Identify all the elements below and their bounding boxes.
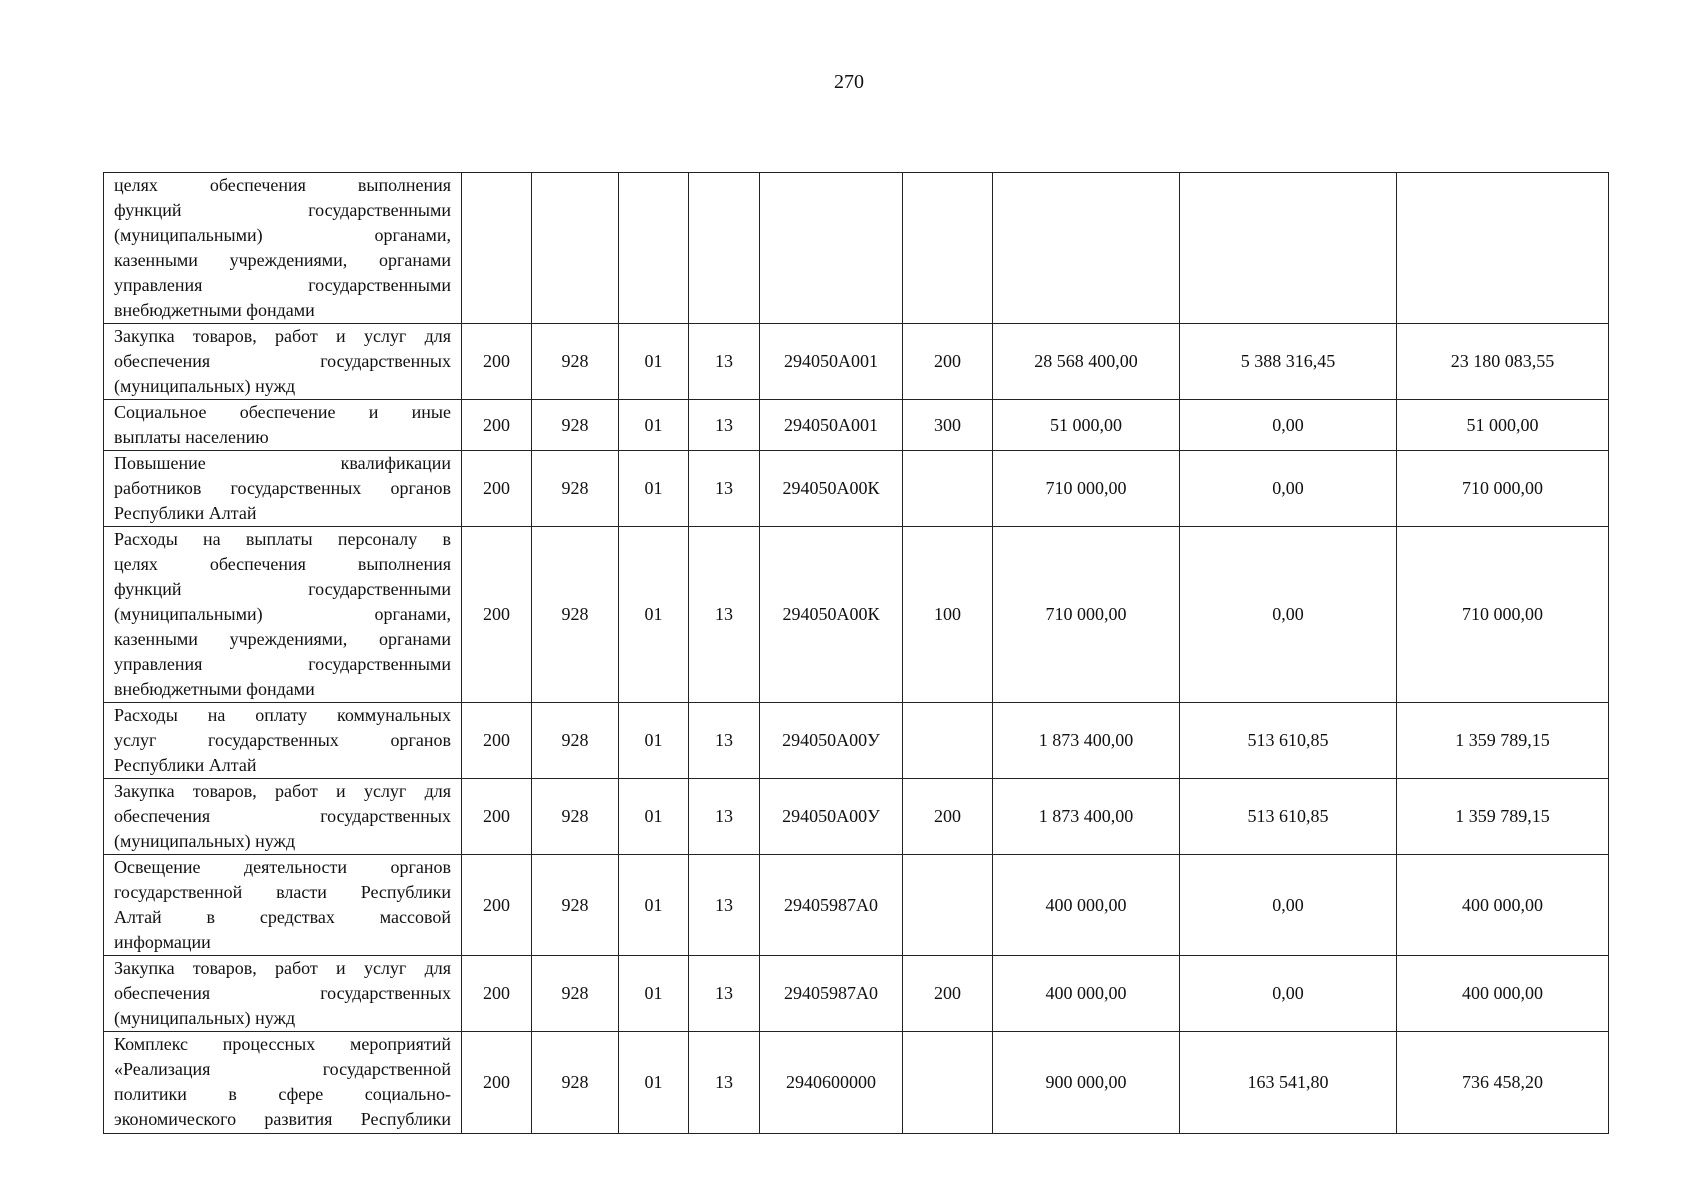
admin-code-cell: 200 (462, 1032, 532, 1134)
description-line: внебюджетными фондами (114, 679, 315, 699)
ministry-code-cell: 928 (532, 956, 619, 1032)
planned-amount-cell: 900 000,00 (993, 1032, 1180, 1134)
admin-code-cell: 200 (462, 451, 532, 527)
ministry-code-cell: 928 (532, 400, 619, 451)
remaining-amount-cell: 23 180 083,55 (1397, 324, 1609, 400)
table-row (104, 703, 1609, 779)
remaining-amount-cell: 736 458,20 (1397, 1032, 1609, 1134)
row-description (104, 324, 462, 400)
planned-amount-cell: 28 568 400,00 (993, 324, 1180, 400)
description-line: государственной власти Республики (114, 882, 451, 902)
table-row (104, 779, 1609, 855)
section-code-cell: 01 (619, 855, 689, 956)
subsection-code-cell: 13 (689, 400, 760, 451)
ministry-code-cell: 928 (532, 779, 619, 855)
description-line: Расходы на выплаты персоналу в (114, 529, 451, 549)
executed-amount-cell: 0,00 (1180, 956, 1397, 1032)
executed-amount-cell: 0,00 (1180, 451, 1397, 527)
admin-code-cell: 200 (462, 527, 532, 703)
planned-amount-cell: 400 000,00 (993, 956, 1180, 1032)
description-line: (муниципальных) нужд (114, 1008, 296, 1028)
subsection-code-cell: 13 (689, 451, 760, 527)
executed-amount-cell: 513 610,85 (1180, 703, 1397, 779)
section-code-cell: 01 (619, 779, 689, 855)
description-line: функций государственными (114, 579, 451, 599)
remaining-amount-cell: 710 000,00 (1397, 451, 1609, 527)
row-description (104, 400, 462, 451)
executed-amount-cell (1180, 173, 1397, 324)
row-description (104, 855, 462, 956)
description-line: Социальное обеспечение и иные (114, 402, 451, 422)
expense-type-cell: 100 (903, 527, 993, 703)
admin-code-cell: 200 (462, 779, 532, 855)
admin-code-cell: 200 (462, 956, 532, 1032)
section-code-cell: 01 (619, 956, 689, 1032)
remaining-amount-cell: 400 000,00 (1397, 956, 1609, 1032)
row-description (104, 451, 462, 527)
expense-type-cell: 300 (903, 400, 993, 451)
description-line: управления государственными (114, 654, 451, 674)
description-line: целях обеспечения выполнения (114, 175, 451, 195)
target-article-cell: 294050А001 (760, 400, 903, 451)
remaining-amount-cell: 1 359 789,15 (1397, 703, 1609, 779)
target-article-cell (760, 173, 903, 324)
section-code-cell: 01 (619, 400, 689, 451)
row-description (104, 1032, 462, 1134)
expense-type-cell (903, 173, 993, 324)
table-row (104, 527, 1609, 703)
section-code-cell: 01 (619, 324, 689, 400)
section-code-cell: 01 (619, 703, 689, 779)
description-line: услуг государственных органов (114, 730, 451, 750)
ministry-code-cell (532, 173, 619, 324)
target-article-cell: 294050А00К (760, 451, 903, 527)
table-row (104, 956, 1609, 1032)
table-row (104, 855, 1609, 956)
ministry-code-cell: 928 (532, 855, 619, 956)
subsection-code-cell: 13 (689, 956, 760, 1032)
target-article-cell: 294050А00У (760, 779, 903, 855)
description-line: Повышение квалификации (114, 453, 451, 473)
subsection-code-cell: 13 (689, 703, 760, 779)
planned-amount-cell: 400 000,00 (993, 855, 1180, 956)
description-line: управления государственными (114, 275, 451, 295)
executed-amount-cell: 163 541,80 (1180, 1032, 1397, 1134)
remaining-amount-cell: 51 000,00 (1397, 400, 1609, 451)
description-line: выплаты населению (114, 427, 269, 447)
description-line: казенными учреждениями, органами (114, 629, 451, 649)
remaining-amount-cell (1397, 173, 1609, 324)
ministry-code-cell: 928 (532, 1032, 619, 1134)
description-line: целях обеспечения выполнения (114, 554, 451, 574)
row-description (104, 956, 462, 1032)
description-line: Республики Алтай (114, 755, 257, 775)
description-line: Освещение деятельности органов (114, 857, 451, 877)
target-article-cell: 29405987А0 (760, 855, 903, 956)
remaining-amount-cell: 1 359 789,15 (1397, 779, 1609, 855)
planned-amount-cell: 710 000,00 (993, 527, 1180, 703)
description-line: (муниципальных) нужд (114, 376, 296, 396)
ministry-code-cell: 928 (532, 324, 619, 400)
target-article-cell: 29405987А0 (760, 956, 903, 1032)
description-line: Комплекс процессных мероприятий (114, 1034, 451, 1054)
expense-type-cell (903, 1032, 993, 1134)
planned-amount-cell: 710 000,00 (993, 451, 1180, 527)
description-line: «Реализация государственной (114, 1059, 451, 1079)
expense-type-cell: 200 (903, 779, 993, 855)
executed-amount-cell: 0,00 (1180, 400, 1397, 451)
description-line: Республики Алтай (114, 503, 257, 523)
planned-amount-cell: 1 873 400,00 (993, 779, 1180, 855)
table-row (104, 324, 1609, 400)
remaining-amount-cell: 710 000,00 (1397, 527, 1609, 703)
target-article-cell: 294050А00У (760, 703, 903, 779)
expense-type-cell (903, 855, 993, 956)
planned-amount-cell: 1 873 400,00 (993, 703, 1180, 779)
description-line: Закупка товаров, работ и услуг для (114, 781, 451, 801)
planned-amount-cell: 51 000,00 (993, 400, 1180, 451)
expense-type-cell (903, 451, 993, 527)
target-article-cell: 2940600000 (760, 1032, 903, 1134)
expense-type-cell (903, 703, 993, 779)
remaining-amount-cell: 400 000,00 (1397, 855, 1609, 956)
description-line: работников государственных органов (114, 478, 451, 498)
table-row (104, 1032, 1609, 1134)
description-line: функций государственными (114, 200, 451, 220)
table-row (104, 173, 1609, 324)
executed-amount-cell: 0,00 (1180, 855, 1397, 956)
section-code-cell: 01 (619, 1032, 689, 1134)
row-description (104, 703, 462, 779)
description-line: обеспечения государственных (114, 806, 451, 826)
description-line: экономического развития Республики (114, 1109, 451, 1129)
admin-code-cell (462, 173, 532, 324)
budget-table-body (104, 173, 1609, 1134)
subsection-code-cell: 13 (689, 1032, 760, 1134)
admin-code-cell: 200 (462, 400, 532, 451)
description-line: (муниципальных) нужд (114, 831, 296, 851)
ministry-code-cell: 928 (532, 703, 619, 779)
section-code-cell (619, 173, 689, 324)
table-row (104, 451, 1609, 527)
description-line: Закупка товаров, работ и услуг для (114, 326, 451, 346)
subsection-code-cell: 13 (689, 855, 760, 956)
subsection-code-cell (689, 173, 760, 324)
budget-table (103, 172, 1609, 1134)
subsection-code-cell: 13 (689, 527, 760, 703)
subsection-code-cell: 13 (689, 324, 760, 400)
executed-amount-cell: 0,00 (1180, 527, 1397, 703)
row-description (104, 779, 462, 855)
admin-code-cell: 200 (462, 855, 532, 956)
description-line: политики в сфере социально- (114, 1084, 451, 1104)
target-article-cell: 294050А00К (760, 527, 903, 703)
description-line: (муниципальными) органами, (114, 225, 451, 245)
executed-amount-cell: 5 388 316,45 (1180, 324, 1397, 400)
page-number: 270 (834, 71, 864, 93)
subsection-code-cell: 13 (689, 779, 760, 855)
executed-amount-cell: 513 610,85 (1180, 779, 1397, 855)
section-code-cell: 01 (619, 527, 689, 703)
ministry-code-cell: 928 (532, 451, 619, 527)
description-line: Закупка товаров, работ и услуг для (114, 958, 451, 978)
description-line: информации (114, 932, 211, 952)
description-line: (муниципальными) органами, (114, 604, 451, 624)
table-row (104, 400, 1609, 451)
target-article-cell: 294050А001 (760, 324, 903, 400)
description-line: Алтай в средствах массовой (114, 907, 451, 927)
section-code-cell: 01 (619, 451, 689, 527)
description-line: Расходы на оплату коммунальных (114, 705, 451, 725)
planned-amount-cell (993, 173, 1180, 324)
description-line: обеспечения государственных (114, 351, 451, 371)
description-line: внебюджетными фондами (114, 300, 315, 320)
row-description (104, 527, 462, 703)
row-description (104, 173, 462, 324)
admin-code-cell: 200 (462, 324, 532, 400)
admin-code-cell: 200 (462, 703, 532, 779)
expense-type-cell: 200 (903, 956, 993, 1032)
description-line: казенными учреждениями, органами (114, 250, 451, 270)
description-line: обеспечения государственных (114, 983, 451, 1003)
ministry-code-cell: 928 (532, 527, 619, 703)
expense-type-cell: 200 (903, 324, 993, 400)
